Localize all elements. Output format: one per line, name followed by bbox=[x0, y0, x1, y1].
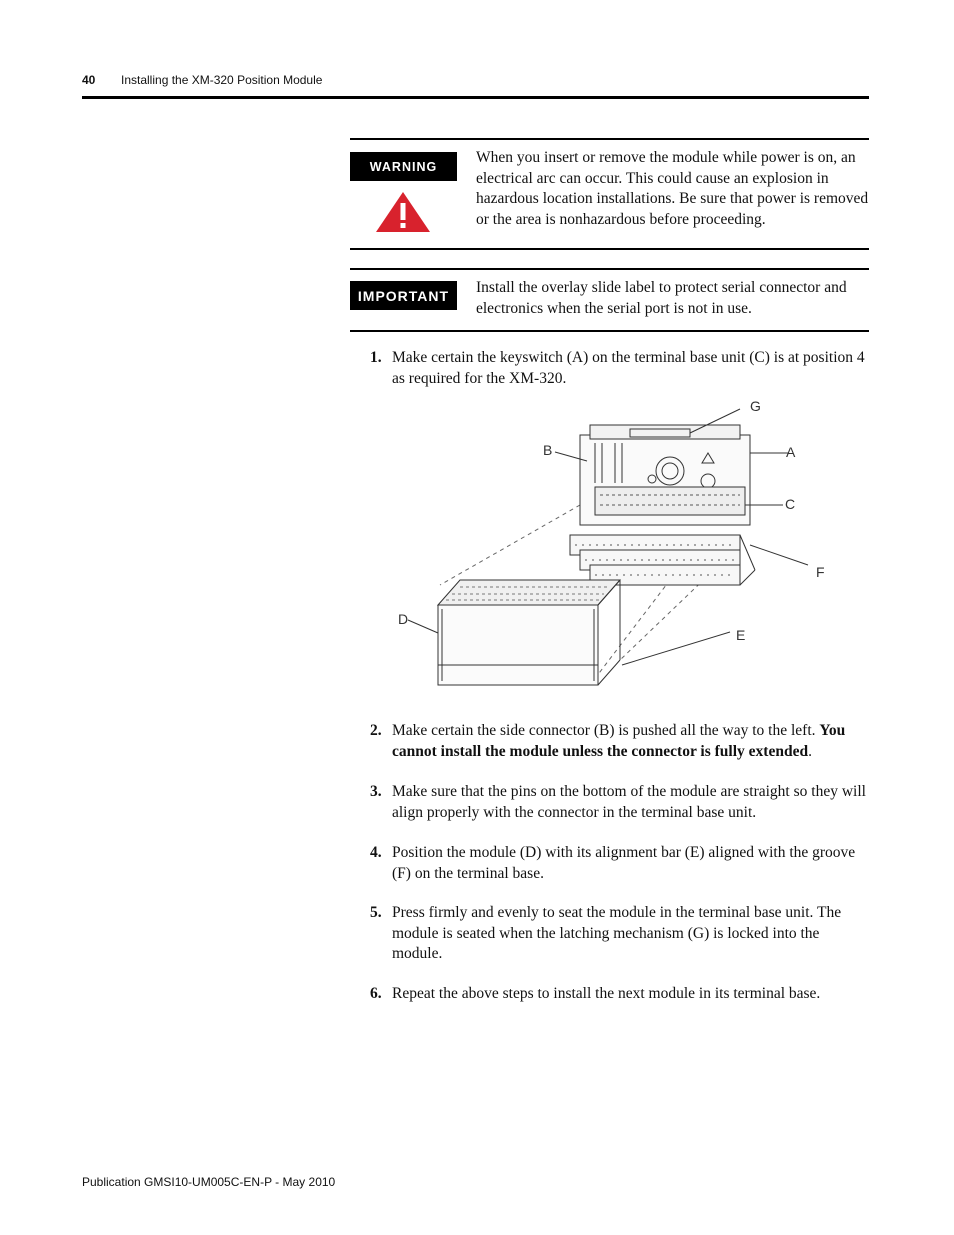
important-top-rule bbox=[350, 268, 869, 270]
step-number: 3. bbox=[370, 783, 382, 800]
step-number: 6. bbox=[370, 985, 382, 1002]
section-title: Installing the XM-320 Position Module bbox=[121, 73, 323, 87]
page-number: 40 bbox=[82, 73, 96, 87]
important-label: IMPORTANT bbox=[350, 281, 457, 310]
step-number: 1. bbox=[370, 349, 382, 366]
label-b: B bbox=[543, 442, 553, 458]
step-2 bbox=[370, 721, 870, 762]
step-text-bold: You cannot install the module unless the connector is fully extended bbox=[392, 722, 846, 760]
warning-triangle-icon bbox=[374, 190, 432, 234]
label-c: C bbox=[785, 496, 796, 512]
step-text-regular: Make certain the side connector (B) is pushed all the way to the left. bbox=[392, 722, 820, 739]
step-text: Make certain the keyswitch (A) on the terminal base unit (C) is at position 4 as required for the XM-320. bbox=[392, 349, 865, 387]
step-4 bbox=[370, 843, 870, 884]
step-text: Make sure that the pins on the bottom of the module are straight so they will align properly with the connector in the terminal base unit. bbox=[392, 783, 866, 821]
warning-text: When you insert or remove the module while power is on, an electrical arc can occur. This could cause an explosion in hazardous location installations. Be sure that power is removed or the area is nonhazardous before proceeding. bbox=[476, 149, 869, 228]
header-rule bbox=[82, 96, 869, 99]
step-text: Repeat the above steps to install the next module in its terminal base. bbox=[392, 985, 821, 1002]
step-text-tail: . bbox=[808, 742, 812, 760]
step-6 bbox=[370, 984, 870, 1005]
module-installation-diagram bbox=[390, 395, 830, 695]
step-text: Press firmly and evenly to seat the module in the terminal base unit. The module is seated when the latching mechanism (G) is locked into the module. bbox=[392, 904, 842, 962]
publication-footer: Publication GMSI10-UM005C-EN-P - May 2010 bbox=[82, 1175, 336, 1189]
step-number: 2. bbox=[370, 722, 382, 739]
step-text: Position the module (D) with its alignment bar (E) aligned with the groove (F) on the terminal base. bbox=[392, 844, 856, 882]
step-3 bbox=[370, 782, 870, 823]
label-d: D bbox=[398, 611, 409, 627]
label-g: G bbox=[750, 398, 761, 414]
step-text bbox=[392, 721, 870, 762]
warning-top-rule bbox=[350, 138, 869, 140]
label-a: A bbox=[786, 444, 796, 460]
label-e: E bbox=[736, 627, 746, 643]
step-number: 5. bbox=[370, 904, 382, 921]
warning-label: WARNING bbox=[350, 152, 457, 181]
important-text: Install the overlay slide label to protect serial connector and electronics when the serial port is not in use. bbox=[476, 279, 847, 317]
label-f: F bbox=[816, 564, 825, 580]
step-number: 4. bbox=[370, 844, 382, 861]
warning-bottom-rule bbox=[350, 248, 869, 250]
important-bottom-rule bbox=[350, 330, 869, 332]
step-1 bbox=[370, 348, 870, 389]
step-5 bbox=[370, 903, 870, 965]
